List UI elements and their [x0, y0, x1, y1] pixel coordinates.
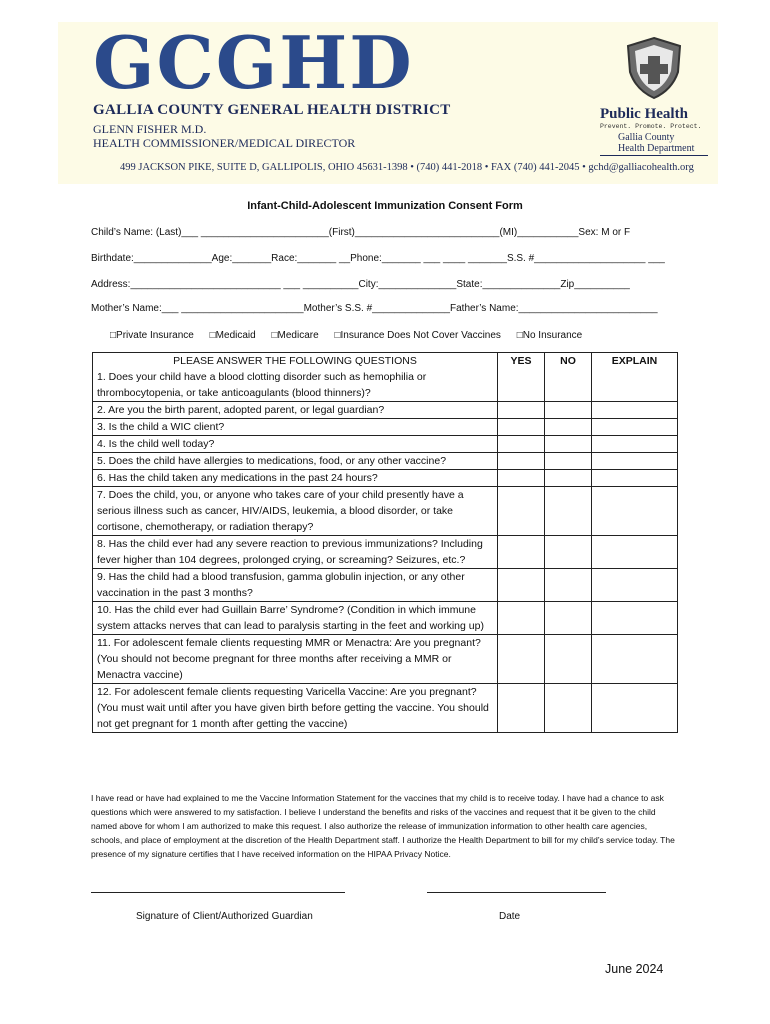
- no-cell[interactable]: [545, 536, 592, 569]
- consent-statement: I have read or have had explained to me the Vaccine Information Statement for the vaccines that my child is to receive today. I have had a chance to ask questions which were answered to my satisfaction. I believe I understand the benefits and risks of the vaccines and request that it be given to the child named above for whom I am authorized to make this request. I also authorize the release of immunization information to other health care agencies, schools, and place of employment at the discretion of the Health Department staff. I authorize the Health Department to bill for my child’s service today. The presence of my signature certifies that I have received information on the HIPAA Privacy Notice.: [91, 793, 675, 859]
- table-row: [93, 487, 678, 536]
- no-cell[interactable]: [545, 402, 592, 419]
- revision-date: June 2024: [605, 962, 664, 976]
- explain-cell[interactable]: [592, 602, 678, 635]
- table-row: [93, 569, 678, 602]
- director-name: GLENN FISHER M.D.: [93, 122, 207, 136]
- medicare-checkbox[interactable]: □Medicare: [271, 330, 319, 341]
- table-row: [93, 536, 678, 569]
- explain-cell[interactable]: [592, 470, 678, 487]
- yes-cell[interactable]: [498, 684, 545, 733]
- insurance-options: [110, 330, 595, 341]
- yes-header: YES: [498, 353, 545, 402]
- letterhead: [58, 22, 718, 184]
- child-name-line[interactable]: Child’s Name: (Last)___ _______________________(First)__________________________(MI)___________Sex: M or F: [91, 227, 631, 238]
- explain-cell[interactable]: [592, 436, 678, 453]
- yes-cell[interactable]: [498, 436, 545, 453]
- table-row: [93, 635, 678, 684]
- explain-cell[interactable]: [592, 635, 678, 684]
- question-11: 11. For adolescent female clients requesting MMR or Menactra: Are you pregnant? (You should not become pregnant for three months after receiving a MMR or Menactra vaccine): [93, 635, 498, 684]
- questions-table: [92, 352, 678, 733]
- public-health-shield-icon: [620, 36, 688, 100]
- table-row: [93, 453, 678, 470]
- public-health-divider: [600, 155, 708, 156]
- address-line[interactable]: Address:___________________________ ___ __________City:______________State:______________Zip__________: [91, 279, 630, 290]
- no-cell[interactable]: [545, 487, 592, 536]
- no-header: NO: [545, 353, 592, 402]
- no-cell[interactable]: [545, 684, 592, 733]
- medicaid-checkbox[interactable]: □Medicaid: [209, 330, 256, 341]
- no-insurance-checkbox[interactable]: □No Insurance: [516, 330, 583, 341]
- explain-header: EXPLAIN: [592, 353, 678, 402]
- questions-header: PLEASE ANSWER THE FOLLOWING QUESTIONS: [93, 353, 498, 370]
- yes-cell[interactable]: [498, 402, 545, 419]
- question-2: 2. Are you the birth parent, adopted parent, or legal guardian?: [93, 402, 498, 419]
- private-insurance-checkbox[interactable]: □Private Insurance: [110, 330, 194, 341]
- no-cell[interactable]: [545, 470, 592, 487]
- no-vaccine-coverage-checkbox[interactable]: □Insurance Does Not Cover Vaccines: [334, 330, 501, 341]
- question-12: 12. For adolescent female clients requesting Varicella Vaccine: Are you pregnant? (You must wait until after you have given birth before getting the vaccine. You should not get pregnant for 1 month after getting the vaccine): [93, 684, 498, 733]
- parent-name-line[interactable]: Mother’s Name:___ ______________________Mother’s S.S. #______________Father’s Name:_________________________: [91, 303, 658, 314]
- explain-cell[interactable]: [592, 536, 678, 569]
- no-cell[interactable]: [545, 419, 592, 436]
- explain-cell[interactable]: [592, 419, 678, 436]
- explain-cell[interactable]: [592, 402, 678, 419]
- table-row: [93, 684, 678, 733]
- public-health-department: Health Department: [618, 143, 695, 154]
- explain-cell[interactable]: [592, 569, 678, 602]
- contact-address: 499 JACKSON PIKE, SUITE D, GALLIPOLIS, OHIO 45631-1398 • (740) 441-2018 • FAX (740) 441-2045 • gchd@galliacohealth.org: [120, 162, 694, 173]
- table-row: [93, 602, 678, 635]
- public-health-county: Gallia County: [618, 132, 675, 143]
- question-7: 7. Does the child, you, or anyone who takes care of your child presently have a serious illness such as cancer, HIV/AIDS, leukemia, a blood disorder, or take cortisone, chemotherapy, or radiation therapy?: [93, 487, 498, 536]
- org-name: GALLIA COUNTY GENERAL HEALTH DISTRICT: [93, 102, 451, 118]
- yes-cell[interactable]: [498, 536, 545, 569]
- question-9: 9. Has the child had a blood transfusion, gamma globulin injection, or any other vaccination in the past 3 months?: [93, 569, 498, 602]
- explain-cell[interactable]: [592, 487, 678, 536]
- yes-cell[interactable]: [498, 419, 545, 436]
- explain-cell[interactable]: [592, 453, 678, 470]
- no-cell[interactable]: [545, 569, 592, 602]
- table-row: [93, 436, 678, 453]
- question-3: 3. Is the child a WIC client?: [93, 419, 498, 436]
- no-cell[interactable]: [545, 602, 592, 635]
- question-1: 1. Does your child have a blood clotting disorder such as hemophilia or thrombocytopenia, or take anticoagulants (blood thinners)?: [93, 369, 498, 402]
- no-cell[interactable]: [545, 436, 592, 453]
- table-header-row: [93, 353, 678, 370]
- no-cell[interactable]: [545, 635, 592, 684]
- public-health-tagline: Prevent. Promote. Protect.: [600, 123, 702, 130]
- yes-cell[interactable]: [498, 453, 545, 470]
- question-8: 8. Has the child ever had any severe reaction to previous immunizations? Including fever higher than 104 degrees, prolonged crying, or screaming? Seizures, etc.?: [93, 536, 498, 569]
- yes-cell[interactable]: [498, 635, 545, 684]
- question-5: 5. Does the child have allergies to medications, food, or any other vaccine?: [93, 453, 498, 470]
- birthdate-line[interactable]: Birthdate:______________Age:_______Race:_______ __Phone:_______ ___ ____ _______S.S. #____________________ ___: [91, 253, 665, 264]
- no-cell[interactable]: [545, 453, 592, 470]
- gcghd-logo-text: GCGHD: [93, 20, 414, 105]
- table-row: [93, 470, 678, 487]
- yes-cell[interactable]: [498, 487, 545, 536]
- date-label: Date: [499, 911, 521, 922]
- question-4: 4. Is the child well today?: [93, 436, 498, 453]
- yes-cell[interactable]: [498, 569, 545, 602]
- question-10: 10. Has the child ever had Guillain Barre’ Syndrome? (Condition in which immune system attacks nerves that can lead to paralysis starting in the feet and working up): [93, 602, 498, 635]
- table-row: [93, 402, 678, 419]
- question-6: 6. Has the child taken any medications in the past 24 hours?: [93, 470, 498, 487]
- explain-cell[interactable]: [592, 684, 678, 733]
- public-health-title: Public Health: [600, 106, 688, 122]
- signature-label: Signature of Client/Authorized Guardian: [136, 911, 313, 922]
- date-line[interactable]: [427, 892, 606, 893]
- yes-cell[interactable]: [498, 602, 545, 635]
- table-row: [93, 419, 678, 436]
- signature-line[interactable]: [91, 892, 345, 893]
- form-title: Infant-Child-Adolescent Immunization Consent Form: [247, 200, 523, 212]
- yes-cell[interactable]: [498, 470, 545, 487]
- director-title: HEALTH COMMISSIONER/MEDICAL DIRECTOR: [93, 136, 356, 150]
